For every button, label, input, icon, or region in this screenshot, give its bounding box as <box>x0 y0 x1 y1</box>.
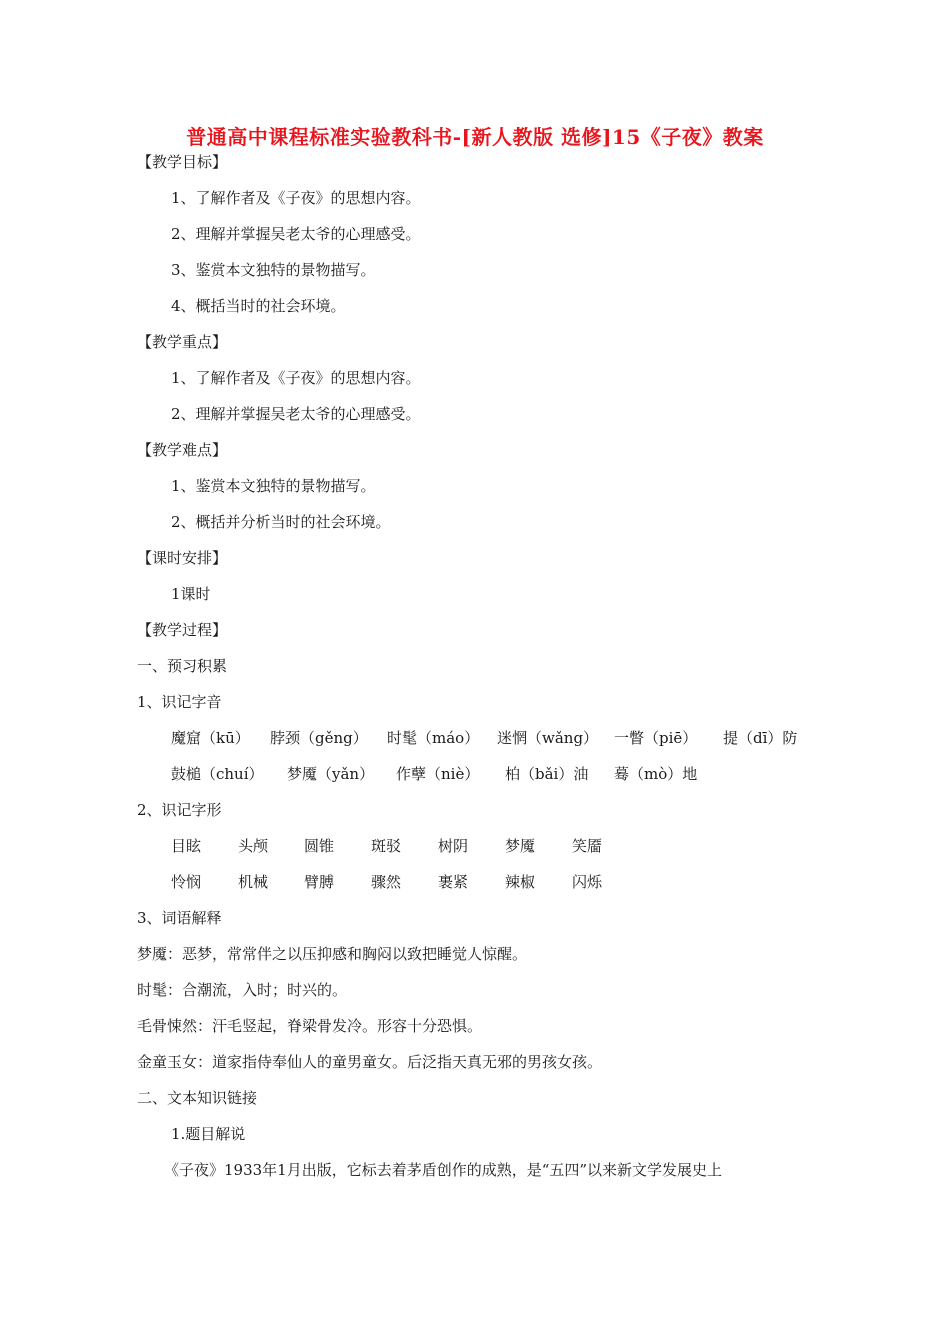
goal-item: 1、了解作者及《子夜》的思想内容。 <box>171 189 421 207</box>
vocab-item: 梦魇：恶梦，常常伴之以压抑感和胸闷以致把睡觉人惊醒。 <box>137 945 528 963</box>
pronunciation-word: 作孽（niè） <box>396 765 480 783</box>
goals-heading: 【教学目标】 <box>137 153 228 171</box>
process-heading: 【教学过程】 <box>137 621 228 639</box>
pronunciation-word: 一瞥（piē） <box>614 729 698 747</box>
form-word: 笑靥 <box>572 837 603 855</box>
form-word: 辣椒 <box>505 873 536 891</box>
pronunciation-word: 脖颈（gěng） <box>270 729 368 747</box>
form-word: 头颅 <box>238 837 269 855</box>
form-word: 机械 <box>238 873 269 891</box>
vocab-item: 金童玉女：道家指侍奉仙人的童男童女。后泛指天真无邪的男孩女孩。 <box>137 1053 603 1071</box>
subsection-heading: 2、识记字形 <box>137 801 222 819</box>
difficulty-item: 1、鉴赏本文独特的景物描写。 <box>171 477 376 495</box>
form-word: 梦魇 <box>505 837 536 855</box>
vocab-item: 时髦：合潮流，入时；时兴的。 <box>137 981 348 999</box>
pronunciation-word: 迷惘（wǎng） <box>497 729 599 747</box>
form-word: 闪烁 <box>572 873 603 891</box>
vocab-item: 毛骨悚然：汗毛竖起，脊梁骨发冷。形容十分恐惧。 <box>137 1017 483 1035</box>
form-word: 臂膊 <box>304 873 335 891</box>
subsection-heading: 1.题目解说 <box>171 1125 246 1143</box>
subsection-heading: 1、识记字音 <box>137 693 222 711</box>
schedule-heading: 【课时安排】 <box>137 549 228 567</box>
document-title: 普通高中课程标准实验教科书-[新人教版 选修]15《子夜》教案 <box>186 125 764 149</box>
section-heading: 二、文本知识链接 <box>137 1089 258 1107</box>
form-word: 骤然 <box>371 873 402 891</box>
difficulties-heading: 【教学难点】 <box>137 441 228 459</box>
pronunciation-word: 梦魇（yǎn） <box>287 765 375 783</box>
schedule-value: 1课时 <box>171 585 211 603</box>
pronunciation-word: 提（dī）防 <box>723 729 798 747</box>
pronunciation-word: 蓦（mò）地 <box>614 765 698 783</box>
pronunciation-word: 魔窟（kū） <box>171 729 250 747</box>
key-points-heading: 【教学重点】 <box>137 333 228 351</box>
form-word: 裹紧 <box>438 873 469 891</box>
section-heading: 一、预习积累 <box>137 657 228 675</box>
pronunciation-word: 时髦（máo） <box>387 729 480 747</box>
key-point-item: 2、理解并掌握吴老太爷的心理感受。 <box>171 405 421 423</box>
subsection-heading: 3、词语解释 <box>137 909 222 927</box>
difficulty-item: 2、概括并分析当时的社会环境。 <box>171 513 391 531</box>
form-word: 圆锥 <box>304 837 335 855</box>
paragraph-text: 《子夜》1933年1月出版，它标去着茅盾创作的成熟，是“五四”以来新文学发展史上 <box>164 1161 723 1179</box>
goal-item: 2、理解并掌握吴老太爷的心理感受。 <box>171 225 421 243</box>
form-word: 树阴 <box>438 837 469 855</box>
form-word: 目眩 <box>171 837 202 855</box>
goal-item: 3、鉴赏本文独特的景物描写。 <box>171 261 376 279</box>
form-word: 怜悯 <box>171 873 202 891</box>
goal-item: 4、概括当时的社会环境。 <box>171 297 346 315</box>
pronunciation-word: 柏（bǎi）油 <box>505 765 589 783</box>
form-word: 斑驳 <box>371 837 402 855</box>
key-point-item: 1、了解作者及《子夜》的思想内容。 <box>171 369 421 387</box>
pronunciation-word: 鼓槌（chuí） <box>171 765 264 783</box>
